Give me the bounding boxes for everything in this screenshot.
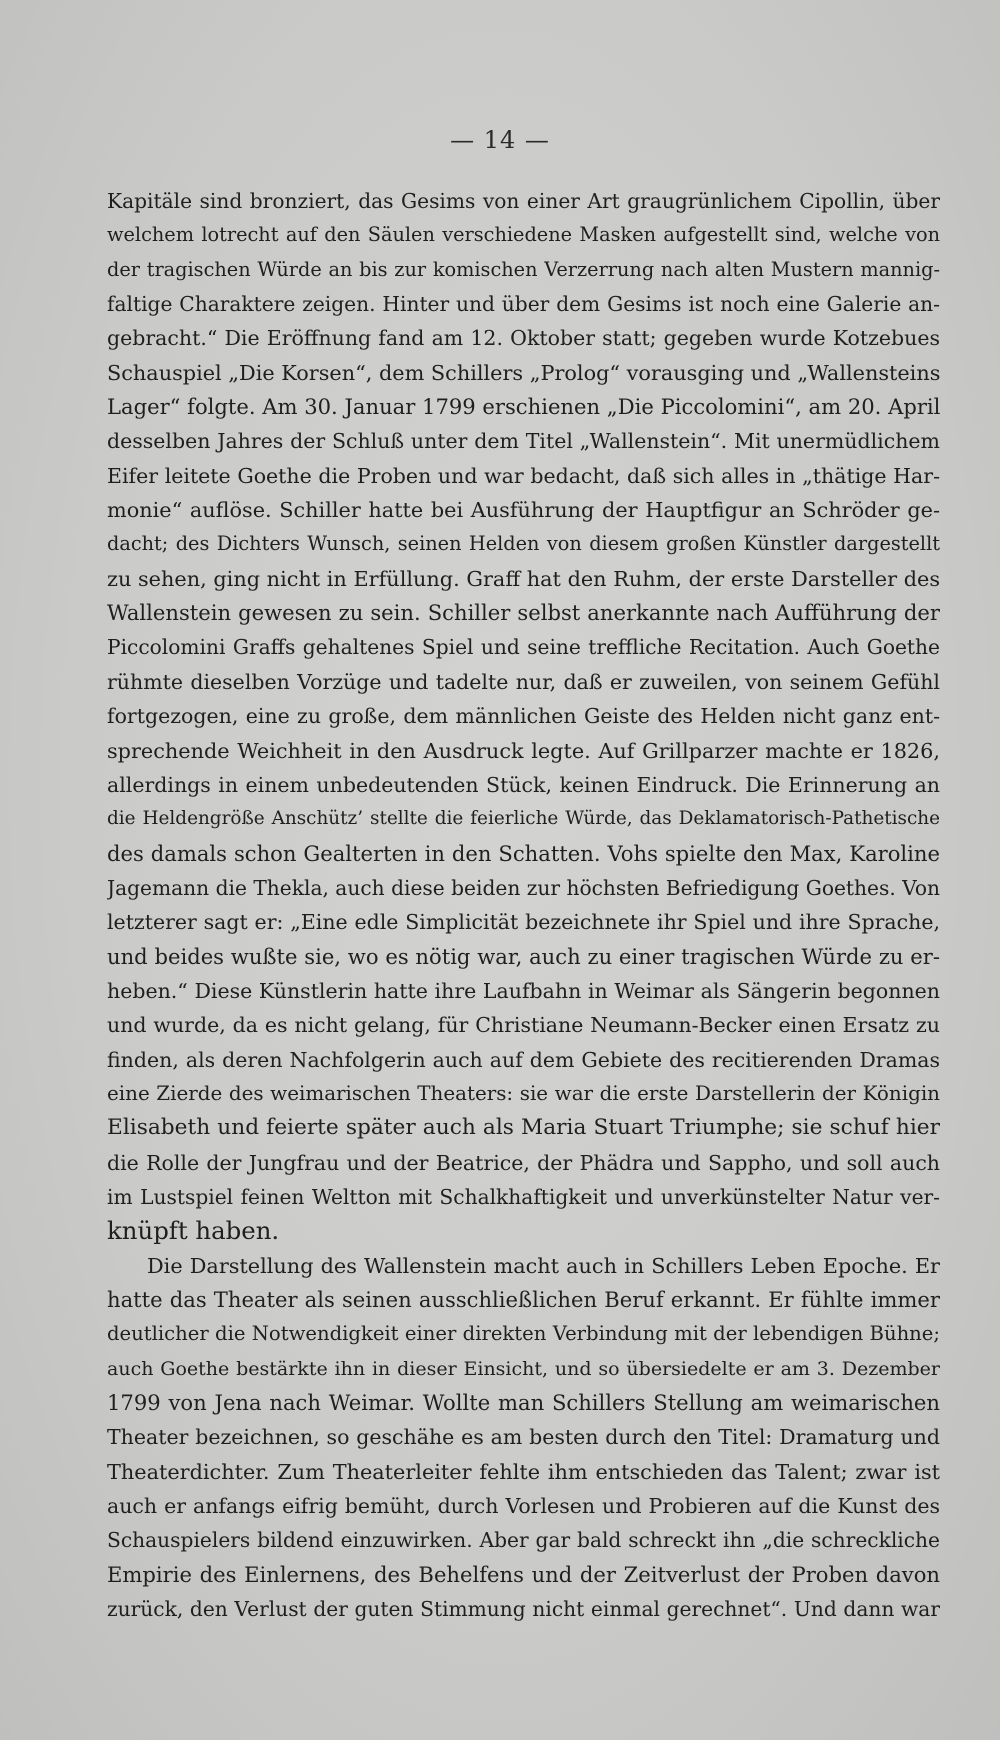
text-line: zu sehen, ging nicht in Erfüllung. Graff hat den Ruhm, der erste Darsteller des xyxy=(107,566,940,591)
text-line: gebracht.“ Die Eröffnung fand am 12. Oktober statt; gegeben wurde Kotzebues xyxy=(107,326,940,351)
text-line: eine Zierde des weimarischen Theaters: sie war die erste Darstellerin der Königin xyxy=(107,1081,940,1105)
text-line: zurück, den Verlust der guten Stimmung nicht einmal gerechnet“. Und dann war xyxy=(107,1597,940,1622)
paragraph xyxy=(107,1249,940,1627)
text-line: heben.“ Diese Künstlerin hatte ihre Laufbahn in Weimar als Sängerin begonnen xyxy=(107,978,940,1003)
text-line: desselben Jahres der Schluß unter dem Titel „Wallenstein“. Mit unermüdlichem xyxy=(107,429,940,454)
text-line: die Rolle der Jungfrau und der Beatrice, der Phädra und Sappho, und soll auch xyxy=(107,1150,940,1175)
text-line: Theater bezeichnen, so geschähe es am besten durch den Titel: Dramaturg und xyxy=(107,1425,940,1450)
text-line: Wallenstein gewesen zu sein. Schiller selbst anerkannte nach Aufführung der xyxy=(107,600,940,626)
body-text xyxy=(107,184,940,1626)
text-line: im Lustspiel feinen Weltton mit Schalkhaftigkeit und unverkünstelter Natur ver- xyxy=(107,1184,940,1209)
text-line: und beides wußte sie, wo es nötig war, auch zu einer tragischen Würde zu er- xyxy=(107,943,940,969)
text-line: monie“ auflöse. Schiller hatte bei Ausführung der Hauptfigur an Schröder ge- xyxy=(107,498,940,523)
text-line: Schauspiel „Die Korsen“, dem Schillers „Prolog“ vorausging und „Wallensteins xyxy=(107,360,940,385)
text-line: des damals schon Gealterten in den Schatten. Vohs spielte den Max, Karoline xyxy=(107,840,940,866)
text-line: faltige Charaktere zeigen. Hinter und über dem Gesims ist noch eine Galerie an- xyxy=(107,292,940,317)
text-line: Eifer leitete Goethe die Proben und war bedacht, daß sich alles in „thätige Har- xyxy=(107,463,940,488)
text-line: Elisabeth und feierte später auch als Maria Stuart Triumphe; sie schuf hier xyxy=(107,1115,940,1141)
text-line: Piccolomini Graffs gehaltenes Spiel und seine treffliche Recitation. Auch Goethe xyxy=(107,635,940,660)
text-line: deutlicher die Notwendigkeit einer direkten Verbindung mit der lebendigen Bühne; xyxy=(107,1322,940,1346)
text-line: welchem lotrecht auf den Säulen verschiedene Masken aufgestellt sind, welche von xyxy=(107,223,940,247)
text-line: Theaterdichter. Zum Theaterleiter fehlte ihm entschieden das Talent; zwar ist xyxy=(107,1459,940,1484)
text-line: letzterer sagt er: „Eine edle Simplicität bezeichnete ihr Spiel und ihre Sprache, xyxy=(107,910,940,935)
text-line: Empirie des Einlernens, des Behelfens und der Zeitverlust der Proben davon xyxy=(107,1561,940,1587)
text-line: hatte das Theater als seinen ausschließlichen Beruf erkannt. Er fühlte immer xyxy=(107,1287,940,1312)
paragraph xyxy=(107,184,940,1249)
text-line: Jagemann die Thekla, auch diese beiden zur höchsten Befriedigung Goethes. Von xyxy=(107,875,940,900)
text-line: 1799 von Jena nach Weimar. Wollte man Schillers Stellung am weimarischen xyxy=(107,1390,940,1416)
page-number: — 14 — xyxy=(450,126,550,154)
text-line: knüpft haben. xyxy=(107,1216,280,1246)
text-line: auch er anfangs eifrig bemüht, durch Vorlesen und Probieren auf die Kunst des xyxy=(107,1494,940,1519)
text-line: Die Darstellung des Wallenstein macht auch in Schillers Leben Epoche. Er xyxy=(147,1253,940,1278)
text-line: und wurde, da es nicht gelang, für Christiane Neumann-Becker einen Ersatz zu xyxy=(107,1013,940,1038)
text-line: Schauspielers bildend einzuwirken. Aber gar bald schreckt ihn „die schreckliche xyxy=(107,1528,940,1553)
text-line: rühmte dieselben Vorzüge und tadelte nur, daß er zuweilen, von seinem Gefühl xyxy=(107,669,940,694)
text-line: allerdings in einem unbedeutenden Stück, keinen Eindruck. Die Erinnerung an xyxy=(107,772,940,797)
text-line: finden, als deren Nachfolgerin auch auf dem Gebiete des recitierenden Dramas xyxy=(107,1047,940,1072)
text-line: auch Goethe bestärkte ihn in dieser Einsicht, und so übersiedelte er am 3. Dezember xyxy=(107,1357,940,1380)
text-line: die Heldengröße Anschütz’ stellte die feierliche Würde, das Deklamatorisch-Pathetische xyxy=(107,808,940,830)
text-line: der tragischen Würde an bis zur komischen Verzerrung nach alten Mustern mannig- xyxy=(107,257,940,281)
text-line: sprechende Weichheit in den Ausdruck legte. Auf Grillparzer machte er 1826, xyxy=(107,738,940,763)
text-line: dacht; des Dichters Wunsch, seinen Helden von diesem großen Künstler dargestellt xyxy=(107,532,940,556)
text-line: Kapitäle sind bronziert, das Gesims von einer Art graugrünlichem Cipollin, über xyxy=(107,189,940,213)
text-line: fortgezogen, eine zu große, dem männlichen Geiste des Helden nicht ganz ent- xyxy=(107,704,940,729)
text-line: Lager“ folgte. Am 30. Januar 1799 erschienen „Die Piccolomini“, am 20. April xyxy=(107,394,940,420)
